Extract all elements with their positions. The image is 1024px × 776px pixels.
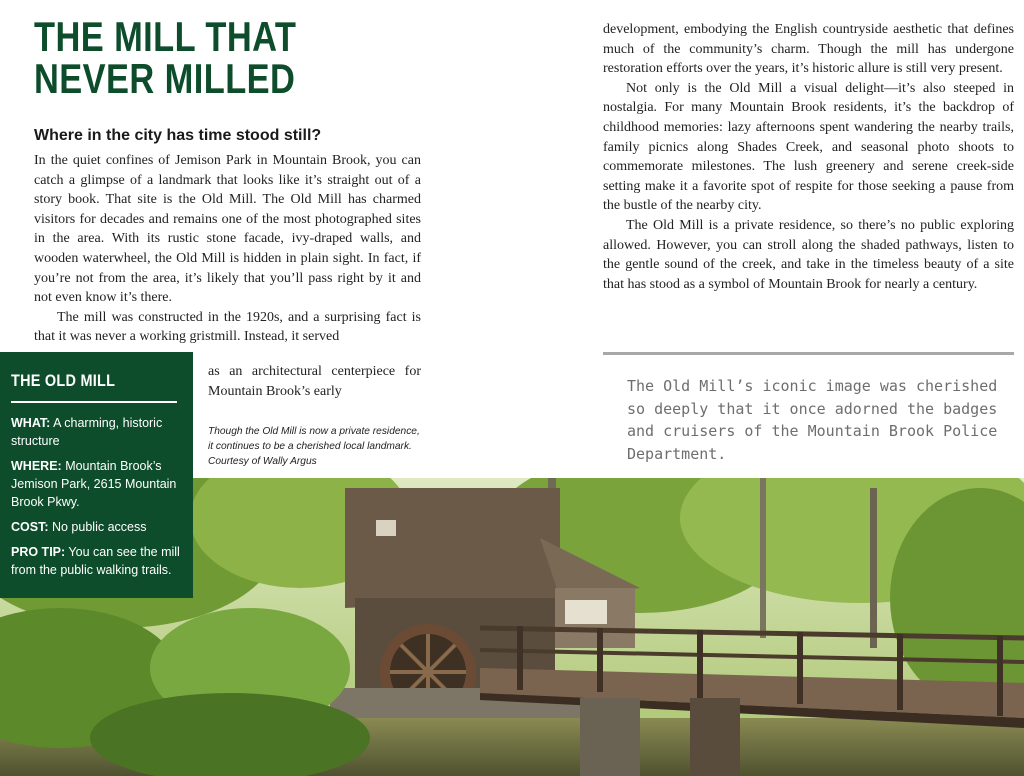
fact-value: No public access bbox=[51, 520, 147, 534]
fact-what bbox=[11, 414, 183, 450]
paragraph-1: In the quiet confines of Jemison Park in Mountain Brook, you can catch a glimpse of a landmark that looks like it’s straight out of a story book. That site is the Old Mill. The Old Mill has charmed visitors for decades and remains one of the most photographed sites in the area. With its rustic stone facade, ivy-draped walls, and wooden waterwheel, the Old Mill is hidden in plain sight. In fact, if you’re not from the area, it’s likely that you’ll pass right by it and not even know it’s there. bbox=[34, 153, 421, 306]
paragraph-4: The Old Mill is a private residence, so there’s no public exploring allowed. However, you can stroll along the shaded pathways, listen to the gentle sound of the creek, and take in the timeless beauty of a site that has stood as a symbol of Mountain Brook for nearly a century. bbox=[603, 217, 1014, 292]
article-subhead: Where in the city has time stood still? bbox=[34, 127, 322, 144]
article-title bbox=[34, 13, 297, 102]
paragraph-2-part-3: development, embodying the English countryside aesthetic that defines much of the community’s charm. Though the mill has undergone restoration efforts over the years, it’s historic allure is still very present. bbox=[603, 22, 1014, 77]
fact-value: A charming, historic structure bbox=[11, 416, 163, 448]
title-line-1: THE MILL THAT bbox=[34, 13, 297, 60]
fact-pro-tip bbox=[11, 543, 183, 579]
sidebar-info-box bbox=[0, 352, 193, 598]
body-column-left-continued bbox=[208, 348, 421, 415]
fact-key: PRO TIP: bbox=[11, 545, 66, 559]
fact-value: Mountain Brook’s Jemison Park, 2615 Mountain Brook Pkwy. bbox=[11, 459, 177, 509]
fact-key: WHAT: bbox=[11, 416, 51, 430]
pullquote-divider bbox=[603, 352, 1014, 355]
sidebar-divider bbox=[11, 401, 177, 403]
fact-value: You can see the mill from the public walking trails. bbox=[11, 545, 180, 577]
fact-cost bbox=[11, 518, 183, 536]
body-column-left bbox=[34, 151, 421, 347]
photo-caption: Though the Old Mill is now a private residence, it continues to be a cherished local landmark. Courtesy of Wally Argus bbox=[208, 426, 420, 467]
fact-key: COST: bbox=[11, 520, 49, 534]
fact-key: WHERE: bbox=[11, 459, 62, 473]
paragraph-3: Not only is the Old Mill a visual delight—it’s also steeped in nostalgia. For many Mountain Brook residents, it’s the backdrop of childhood memories: lazy afternoons spent wandering the nearby trails, family picnics along Shades Creek, and seasonal photo shoots to commemorate milestones. The lush greenery and serene creek-side setting make it a favorite spot of respite for those seeking a pause from the bustle of the nearby city. bbox=[603, 80, 1014, 214]
body-column-right bbox=[603, 20, 1014, 294]
paragraph-2-part-2: as an architectural centerpiece for Mountain Brook’s early bbox=[208, 364, 421, 399]
sidebar-title: THE OLD MILL bbox=[11, 371, 116, 390]
sidebar-facts-list bbox=[11, 414, 183, 586]
fact-where bbox=[11, 457, 183, 511]
paragraph-2-part-1: The mill was constructed in the 1920s, and a surprising fact is that it was never a working gristmill. Instead, it served bbox=[34, 309, 421, 345]
pullquote: The Old Mill’s iconic image was cherished so deeply that it once adorned the badges and cruisers of the Mountain Brook Police Department. bbox=[627, 377, 998, 463]
title-line-2: NEVER MILLED bbox=[34, 55, 296, 102]
